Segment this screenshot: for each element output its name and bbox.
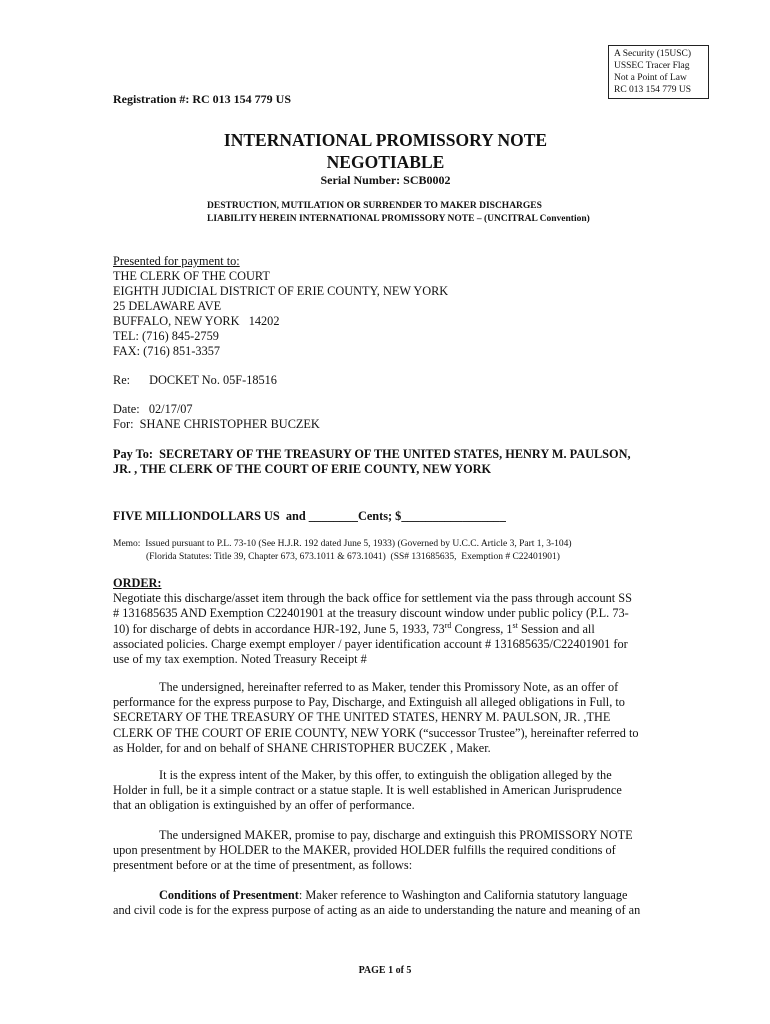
address-line: THE CLERK OF THE COURT — [113, 269, 270, 283]
stamp-line: RC 013 154 779 US — [614, 85, 692, 95]
serial-number: Serial Number: SCB0002 — [320, 173, 451, 187]
stamp-line: Not a Point of Law — [614, 73, 687, 83]
para-line: SECRETARY OF THE TREASURY OF THE UNITED STATES, HENRY M. PAULSON, JR. ,THE — [113, 710, 611, 725]
order-line-3-c: Session and all — [517, 621, 595, 636]
re-line — [113, 373, 658, 388]
address-line: EIGHTH JUDICIAL DISTRICT OF ERIE COUNTY, NEW YORK — [113, 284, 449, 298]
para-line-text: It is the express intent of the Maker, by this offer, to extinguish the obligation alleged by the — [159, 768, 612, 782]
pay-to-block — [113, 447, 658, 477]
para-line — [113, 828, 658, 843]
para-line: presentment before or at the time of presentment, as follows: — [113, 858, 413, 873]
order-line-3-b: Congress, 1 — [451, 621, 513, 636]
destruction-line-1: DESTRUCTION, MUTILATION OR SURRENDER TO MAKER DISCHARGES — [207, 201, 542, 211]
order-line: associated policies. Charge exempt employer / payer identification account # 131685635/C22401901 for — [113, 636, 628, 651]
para-line: Holder in full, be it a simple contract or a statue staple. It is well established in American Jurisprudence — [113, 783, 622, 798]
address-line: TEL: (716) 845-2759 — [113, 329, 219, 343]
conditions-text: : Maker reference to Washington and California statutory language — [298, 888, 628, 902]
memo-line-1: Memo: Issued pursuant to P.L. 73-10 (See H.J.R. 192 dated June 5, 1933) (Governed by U.C.C. Article 3, Part 1, 3-104) — [113, 539, 572, 549]
destruction-line-2: LIABILITY HEREIN INTERNATIONAL PROMISSORY NOTE – (UNCITRAL Convention) — [207, 214, 590, 224]
registration-number: Registration #: RC 013 154 779 US — [113, 92, 291, 106]
title-line-1: INTERNATIONAL PROMISSORY NOTE — [223, 130, 548, 150]
title-line-2: NEGOTIABLE — [326, 152, 445, 172]
para-line — [113, 680, 658, 695]
stamp-line: A Security (15USC) — [614, 49, 692, 59]
presented-for-payment — [113, 254, 658, 359]
superscript-st: st — [512, 620, 518, 630]
para-line: upon presentment by HOLDER to the MAKER, provided HOLDER fulfills the required conditions of — [113, 843, 616, 858]
para-line: that an obligation is extinguished by an offer of performance. — [113, 798, 415, 813]
page-number: PAGE 1 of 5 — [358, 965, 412, 976]
para-line — [113, 768, 658, 783]
pay-to-line-2: JR. , THE CLERK OF THE COURT OF ERIE COUNTY, NEW YORK — [113, 462, 492, 476]
maker-paragraph — [113, 680, 658, 756]
address-line: FAX: (716) 851-3357 — [113, 344, 221, 358]
order-heading: ORDER: — [113, 576, 162, 590]
para-line-text: The undersigned, hereinafter referred to as Maker, tender this Promissory Note, as an offer of — [159, 680, 619, 694]
address-line: BUFFALO, NEW YORK 14202 — [113, 314, 280, 328]
stamp-line: USSEC Tracer Flag — [614, 61, 690, 71]
presented-label: Presented for payment to: — [113, 254, 240, 268]
order-line — [113, 622, 658, 637]
date-for-block — [113, 402, 658, 432]
date-line: Date: 02/17/07 — [113, 402, 193, 416]
conditions-paragraph — [113, 888, 658, 918]
order-line: Negotiate this discharge/asset item through the back office for settlement via the pass through account SS — [113, 591, 632, 606]
para-line: CLERK OF THE COURT OF ERIE COUNTY, NEW YORK (“successor Trustee”), hereinafter referred to — [113, 725, 639, 740]
security-stamp-box — [608, 45, 709, 99]
destruction-notice — [207, 200, 590, 226]
para-line: as Holder, for and on behalf of SHANE CHRISTOPHER BUCZEK , Maker. — [113, 740, 491, 755]
docket-number: DOCKET No. 05F-18516 — [149, 373, 277, 387]
intent-paragraph — [113, 768, 658, 814]
memo-line-2: (Florida Statutes: Title 39, Chapter 673, 673.1011 & 673.1041) (SS# 131685635, Exemption # C22401901) — [146, 552, 560, 562]
address-line: 25 DELAWARE AVE — [113, 299, 222, 313]
promise-paragraph — [113, 828, 658, 874]
para-line — [113, 888, 658, 903]
superscript-rd: rd — [444, 620, 452, 630]
para-line-text: The undersigned MAKER, promise to pay, discharge and extinguish this PROMISSORY NOTE — [159, 828, 633, 842]
order-line: use of my tax exemption. Noted Treasury Receipt # — [113, 652, 367, 667]
order-line-3-a: 10) for discharge of debts in accordance HJR-192, June 5, 1933, 73 — [113, 621, 445, 636]
memo-block — [113, 538, 572, 564]
amount-line: FIVE MILLIONDOLLARS US and ________Cents; $_________________ — [113, 509, 506, 523]
document-title — [113, 129, 658, 173]
re-label: Re: — [113, 373, 131, 387]
para-line: performance for the express purpose to Pay, Discharge, and Extinguish all alleged obligations in Full, to — [113, 695, 625, 710]
pay-to-line-1: Pay To: SECRETARY OF THE TREASURY OF THE UNITED STATES, HENRY M. PAULSON, — [113, 447, 631, 461]
conditions-heading: Conditions of Presentment — [159, 888, 299, 902]
for-line: For: SHANE CHRISTOPHER BUCZEK — [113, 417, 320, 431]
para-line: and civil code is for the express purpose of acting as an aide to understanding the nature and meaning of an — [113, 903, 641, 918]
order-section — [113, 576, 658, 667]
order-line: # 131685635 AND Exemption C22401901 at the treasury discount window under public policy (P.L. 73- — [113, 606, 629, 621]
